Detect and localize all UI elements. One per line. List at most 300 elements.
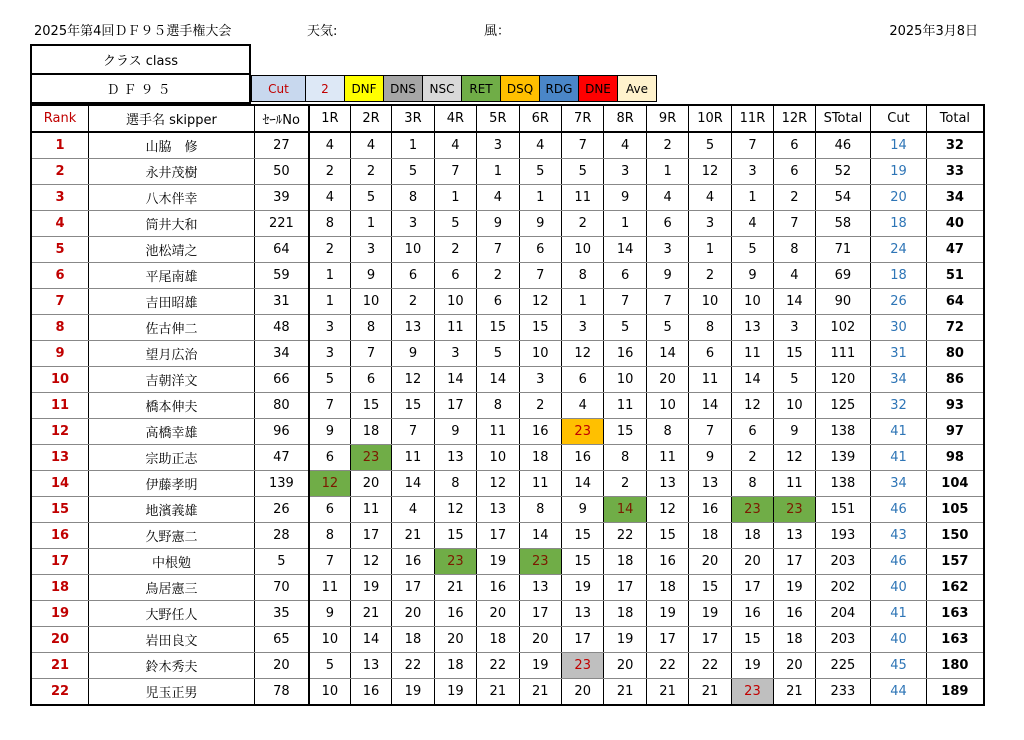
race-11-score: 19 bbox=[731, 653, 773, 679]
race-7-score: 1 bbox=[561, 289, 603, 315]
race-6-score: 17 bbox=[519, 601, 561, 627]
skipper-name: 吉朝洋文 bbox=[89, 367, 255, 393]
race-12-score: 6 bbox=[774, 159, 815, 185]
cut-cell: 31 bbox=[871, 341, 927, 367]
stotal-cell: 54 bbox=[815, 185, 871, 211]
cut-cell: 46 bbox=[871, 497, 927, 523]
col-10r-header: 10R bbox=[689, 105, 731, 132]
race-8-score: 17 bbox=[604, 575, 646, 601]
race-6-score: 18 bbox=[519, 445, 561, 471]
legend-cut: Cut bbox=[252, 76, 306, 102]
rank-cell: 13 bbox=[31, 445, 89, 471]
race-4-score: 16 bbox=[434, 601, 476, 627]
table-row bbox=[31, 237, 984, 263]
race-12-score: 7 bbox=[774, 211, 815, 237]
stotal-cell: 138 bbox=[815, 419, 871, 445]
race-5-score: 18 bbox=[477, 627, 519, 653]
race-6-score: 14 bbox=[519, 523, 561, 549]
legend-2: 2 bbox=[306, 76, 345, 102]
race-10-score: 1 bbox=[689, 237, 731, 263]
race-9-score: 13 bbox=[646, 471, 688, 497]
race-10-score: 12 bbox=[689, 159, 731, 185]
race-8-score: 1 bbox=[604, 211, 646, 237]
race-5-score: 14 bbox=[477, 367, 519, 393]
race-8-score: 18 bbox=[604, 601, 646, 627]
sail-number: 28 bbox=[254, 523, 309, 549]
race-5-score: 20 bbox=[477, 601, 519, 627]
race-9-score: 10 bbox=[646, 393, 688, 419]
race-2-score: 15 bbox=[350, 393, 391, 419]
race-12-score: 5 bbox=[774, 367, 815, 393]
race-6-score: 10 bbox=[519, 341, 561, 367]
race-3-score: 1 bbox=[392, 132, 434, 159]
race-5-score: 13 bbox=[477, 497, 519, 523]
race-3-score: 8 bbox=[392, 185, 434, 211]
race-11-score: 20 bbox=[731, 549, 773, 575]
race-5-score: 5 bbox=[477, 341, 519, 367]
race-6-score: 19 bbox=[519, 653, 561, 679]
rank-cell: 3 bbox=[31, 185, 89, 211]
race-1-score: 6 bbox=[309, 445, 350, 471]
race-4-score: 17 bbox=[434, 393, 476, 419]
cut-cell: 26 bbox=[871, 289, 927, 315]
legend-rdg: RDG bbox=[540, 76, 579, 102]
class-value: ＤＦ９５ bbox=[30, 73, 251, 104]
event-date: 2025年3月8日 bbox=[889, 24, 978, 39]
cut-cell: 41 bbox=[871, 419, 927, 445]
race-8-score: 6 bbox=[604, 263, 646, 289]
race-1-score: 3 bbox=[309, 315, 350, 341]
race-9-score: 2 bbox=[646, 132, 688, 159]
race-9-score: 8 bbox=[646, 419, 688, 445]
sail-number: 50 bbox=[254, 159, 309, 185]
weather-label: 天気: bbox=[307, 24, 338, 39]
race-9-score: 12 bbox=[646, 497, 688, 523]
col-sail-no-header: ｾｰﾙNo bbox=[254, 105, 309, 132]
race-2-score: 17 bbox=[350, 523, 391, 549]
table-row bbox=[31, 341, 984, 367]
total-cell: 72 bbox=[926, 315, 984, 341]
total-cell: 157 bbox=[926, 549, 984, 575]
race-7-score: 16 bbox=[561, 445, 603, 471]
race-10-score: 19 bbox=[689, 601, 731, 627]
cut-cell: 41 bbox=[871, 601, 927, 627]
race-8-score: 4 bbox=[604, 132, 646, 159]
race-8-score: 15 bbox=[604, 419, 646, 445]
sail-number: 64 bbox=[254, 237, 309, 263]
table-row bbox=[31, 315, 984, 341]
table-row bbox=[31, 263, 984, 289]
cut-cell: 18 bbox=[871, 263, 927, 289]
race-12-score: 2 bbox=[774, 185, 815, 211]
race-11-score: 5 bbox=[731, 237, 773, 263]
col-1r-header: 1R bbox=[309, 105, 350, 132]
race-1-score: 8 bbox=[309, 523, 350, 549]
stotal-cell: 111 bbox=[815, 341, 871, 367]
total-cell: 80 bbox=[926, 341, 984, 367]
race-8-score: 11 bbox=[604, 393, 646, 419]
cut-cell: 45 bbox=[871, 653, 927, 679]
rank-cell: 14 bbox=[31, 471, 89, 497]
class-label: クラス class bbox=[30, 44, 251, 75]
race-3-score: 10 bbox=[392, 237, 434, 263]
results-table bbox=[30, 104, 985, 706]
sail-number: 59 bbox=[254, 263, 309, 289]
race-4-score: 5 bbox=[434, 211, 476, 237]
sail-number: 47 bbox=[254, 445, 309, 471]
skipper-name: 平尾南雄 bbox=[89, 263, 255, 289]
race-5-score: 16 bbox=[477, 575, 519, 601]
race-2-score: 12 bbox=[350, 549, 391, 575]
skipper-name: 地濱義雄 bbox=[89, 497, 255, 523]
race-10-score: 7 bbox=[689, 419, 731, 445]
race-9-score: 19 bbox=[646, 601, 688, 627]
race-11-score: 23 bbox=[731, 497, 773, 523]
rank-cell: 18 bbox=[31, 575, 89, 601]
table-row bbox=[31, 289, 984, 315]
race-1-score: 6 bbox=[309, 497, 350, 523]
race-1-score: 2 bbox=[309, 237, 350, 263]
total-cell: 105 bbox=[926, 497, 984, 523]
race-6-score: 2 bbox=[519, 393, 561, 419]
race-11-score: 18 bbox=[731, 523, 773, 549]
race-3-score: 11 bbox=[392, 445, 434, 471]
cut-cell: 40 bbox=[871, 575, 927, 601]
race-4-score: 1 bbox=[434, 185, 476, 211]
race-5-score: 21 bbox=[477, 679, 519, 706]
skipper-name: 佐古伸二 bbox=[89, 315, 255, 341]
race-1-score: 1 bbox=[309, 289, 350, 315]
cut-cell: 30 bbox=[871, 315, 927, 341]
total-cell: 64 bbox=[926, 289, 984, 315]
col-8r-header: 8R bbox=[604, 105, 646, 132]
total-cell: 32 bbox=[926, 132, 984, 159]
legend-nsc: NSC bbox=[423, 76, 462, 102]
rank-cell: 16 bbox=[31, 523, 89, 549]
race-11-score: 8 bbox=[731, 471, 773, 497]
race-4-score: 3 bbox=[434, 341, 476, 367]
race-11-score: 3 bbox=[731, 159, 773, 185]
race-6-score: 16 bbox=[519, 419, 561, 445]
rank-cell: 7 bbox=[31, 289, 89, 315]
race-4-score: 14 bbox=[434, 367, 476, 393]
sail-number: 39 bbox=[254, 185, 309, 211]
race-9-score: 14 bbox=[646, 341, 688, 367]
race-10-score: 5 bbox=[689, 132, 731, 159]
table-row bbox=[31, 132, 984, 159]
sail-number: 48 bbox=[254, 315, 309, 341]
race-8-score: 22 bbox=[604, 523, 646, 549]
cut-cell: 20 bbox=[871, 185, 927, 211]
race-10-score: 13 bbox=[689, 471, 731, 497]
table-row bbox=[31, 627, 984, 653]
race-2-score: 9 bbox=[350, 263, 391, 289]
stotal-cell: 139 bbox=[815, 445, 871, 471]
race-3-score: 5 bbox=[392, 159, 434, 185]
race-5-score: 2 bbox=[477, 263, 519, 289]
stotal-cell: 203 bbox=[815, 627, 871, 653]
table-row bbox=[31, 601, 984, 627]
race-6-score: 5 bbox=[519, 159, 561, 185]
race-12-score: 12 bbox=[774, 445, 815, 471]
race-9-score: 18 bbox=[646, 575, 688, 601]
skipper-name: 永井茂樹 bbox=[89, 159, 255, 185]
race-5-score: 10 bbox=[477, 445, 519, 471]
sail-number: 27 bbox=[254, 132, 309, 159]
rank-cell: 17 bbox=[31, 549, 89, 575]
race-5-score: 11 bbox=[477, 419, 519, 445]
race-4-score: 2 bbox=[434, 237, 476, 263]
race-8-score: 14 bbox=[604, 497, 646, 523]
stotal-cell: 46 bbox=[815, 132, 871, 159]
race-6-score: 4 bbox=[519, 132, 561, 159]
total-cell: 180 bbox=[926, 653, 984, 679]
sail-number: 35 bbox=[254, 601, 309, 627]
col-9r-header: 9R bbox=[646, 105, 688, 132]
race-3-score: 12 bbox=[392, 367, 434, 393]
skipper-name: 岩田良文 bbox=[89, 627, 255, 653]
cut-cell: 43 bbox=[871, 523, 927, 549]
race-1-score: 9 bbox=[309, 419, 350, 445]
skipper-name: 吉田昭雄 bbox=[89, 289, 255, 315]
race-7-score: 2 bbox=[561, 211, 603, 237]
sail-number: 20 bbox=[254, 653, 309, 679]
race-7-score: 19 bbox=[561, 575, 603, 601]
race-6-score: 6 bbox=[519, 237, 561, 263]
legend-dnf: DNF bbox=[345, 76, 384, 102]
race-7-score: 11 bbox=[561, 185, 603, 211]
cut-cell: 18 bbox=[871, 211, 927, 237]
race-2-score: 2 bbox=[350, 159, 391, 185]
legend-dns: DNS bbox=[384, 76, 423, 102]
stotal-cell: 203 bbox=[815, 549, 871, 575]
race-2-score: 18 bbox=[350, 419, 391, 445]
race-2-score: 13 bbox=[350, 653, 391, 679]
race-8-score: 16 bbox=[604, 341, 646, 367]
total-cell: 33 bbox=[926, 159, 984, 185]
stotal-cell: 90 bbox=[815, 289, 871, 315]
race-8-score: 21 bbox=[604, 679, 646, 706]
race-3-score: 9 bbox=[392, 341, 434, 367]
race-6-score: 20 bbox=[519, 627, 561, 653]
race-7-score: 13 bbox=[561, 601, 603, 627]
race-7-score: 15 bbox=[561, 523, 603, 549]
race-10-score: 16 bbox=[689, 497, 731, 523]
rank-cell: 4 bbox=[31, 211, 89, 237]
race-4-score: 20 bbox=[434, 627, 476, 653]
skipper-name: 橋本伸夫 bbox=[89, 393, 255, 419]
race-3-score: 14 bbox=[392, 471, 434, 497]
race-3-score: 3 bbox=[392, 211, 434, 237]
race-7-score: 12 bbox=[561, 341, 603, 367]
table-row bbox=[31, 393, 984, 419]
total-cell: 189 bbox=[926, 679, 984, 706]
race-9-score: 21 bbox=[646, 679, 688, 706]
race-10-score: 21 bbox=[689, 679, 731, 706]
race-9-score: 5 bbox=[646, 315, 688, 341]
cut-cell: 34 bbox=[871, 471, 927, 497]
race-2-score: 10 bbox=[350, 289, 391, 315]
cut-cell: 32 bbox=[871, 393, 927, 419]
race-11-score: 16 bbox=[731, 601, 773, 627]
race-9-score: 11 bbox=[646, 445, 688, 471]
status-legend bbox=[251, 75, 657, 102]
stotal-cell: 71 bbox=[815, 237, 871, 263]
stotal-cell: 233 bbox=[815, 679, 871, 706]
race-3-score: 2 bbox=[392, 289, 434, 315]
skipper-name: 宗助正志 bbox=[89, 445, 255, 471]
race-2-score: 14 bbox=[350, 627, 391, 653]
race-1-score: 4 bbox=[309, 132, 350, 159]
race-3-score: 19 bbox=[392, 679, 434, 706]
race-5-score: 19 bbox=[477, 549, 519, 575]
cut-cell: 44 bbox=[871, 679, 927, 706]
sail-number: 96 bbox=[254, 419, 309, 445]
race-7-score: 10 bbox=[561, 237, 603, 263]
race-9-score: 4 bbox=[646, 185, 688, 211]
race-10-score: 3 bbox=[689, 211, 731, 237]
cut-cell: 14 bbox=[871, 132, 927, 159]
col-7r-header: 7R bbox=[561, 105, 603, 132]
skipper-name: 中根勉 bbox=[89, 549, 255, 575]
race-6-score: 23 bbox=[519, 549, 561, 575]
race-2-score: 23 bbox=[350, 445, 391, 471]
race-11-score: 14 bbox=[731, 367, 773, 393]
rank-cell: 10 bbox=[31, 367, 89, 393]
total-cell: 104 bbox=[926, 471, 984, 497]
race-2-score: 21 bbox=[350, 601, 391, 627]
race-6-score: 13 bbox=[519, 575, 561, 601]
race-10-score: 14 bbox=[689, 393, 731, 419]
table-row bbox=[31, 653, 984, 679]
race-12-score: 15 bbox=[774, 341, 815, 367]
table-row bbox=[31, 445, 984, 471]
race-8-score: 8 bbox=[604, 445, 646, 471]
race-8-score: 20 bbox=[604, 653, 646, 679]
col-5r-header: 5R bbox=[477, 105, 519, 132]
total-cell: 97 bbox=[926, 419, 984, 445]
skipper-name: 鳥居憲三 bbox=[89, 575, 255, 601]
race-6-score: 12 bbox=[519, 289, 561, 315]
col-4r-header: 4R bbox=[434, 105, 476, 132]
total-cell: 163 bbox=[926, 627, 984, 653]
race-9-score: 3 bbox=[646, 237, 688, 263]
stotal-cell: 102 bbox=[815, 315, 871, 341]
sail-number: 31 bbox=[254, 289, 309, 315]
table-row bbox=[31, 575, 984, 601]
col-11r-header: 11R bbox=[731, 105, 773, 132]
race-4-score: 15 bbox=[434, 523, 476, 549]
race-9-score: 1 bbox=[646, 159, 688, 185]
race-6-score: 3 bbox=[519, 367, 561, 393]
table-row bbox=[31, 367, 984, 393]
total-cell: 51 bbox=[926, 263, 984, 289]
rank-cell: 5 bbox=[31, 237, 89, 263]
skipper-name: 大野任人 bbox=[89, 601, 255, 627]
race-12-score: 20 bbox=[774, 653, 815, 679]
total-cell: 98 bbox=[926, 445, 984, 471]
stotal-cell: 52 bbox=[815, 159, 871, 185]
skipper-name: 筒井大和 bbox=[89, 211, 255, 237]
race-9-score: 7 bbox=[646, 289, 688, 315]
race-10-score: 2 bbox=[689, 263, 731, 289]
table-row bbox=[31, 549, 984, 575]
sail-number: 26 bbox=[254, 497, 309, 523]
race-9-score: 22 bbox=[646, 653, 688, 679]
race-4-score: 4 bbox=[434, 132, 476, 159]
page-title: 2025年第4回ＤＦ９５選手権大会 bbox=[34, 24, 232, 39]
race-7-score: 23 bbox=[561, 419, 603, 445]
race-2-score: 6 bbox=[350, 367, 391, 393]
race-12-score: 14 bbox=[774, 289, 815, 315]
race-12-score: 10 bbox=[774, 393, 815, 419]
race-5-score: 4 bbox=[477, 185, 519, 211]
race-5-score: 7 bbox=[477, 237, 519, 263]
sail-number: 66 bbox=[254, 367, 309, 393]
rank-cell: 21 bbox=[31, 653, 89, 679]
race-2-score: 4 bbox=[350, 132, 391, 159]
race-12-score: 19 bbox=[774, 575, 815, 601]
race-6-score: 21 bbox=[519, 679, 561, 706]
race-12-score: 9 bbox=[774, 419, 815, 445]
sail-number: 139 bbox=[254, 471, 309, 497]
race-2-score: 8 bbox=[350, 315, 391, 341]
race-8-score: 3 bbox=[604, 159, 646, 185]
race-2-score: 1 bbox=[350, 211, 391, 237]
skipper-name: 高橋幸雄 bbox=[89, 419, 255, 445]
race-10-score: 15 bbox=[689, 575, 731, 601]
cut-cell: 46 bbox=[871, 549, 927, 575]
sail-number: 78 bbox=[254, 679, 309, 706]
total-cell: 93 bbox=[926, 393, 984, 419]
race-8-score: 10 bbox=[604, 367, 646, 393]
table-row bbox=[31, 679, 984, 706]
sail-number: 221 bbox=[254, 211, 309, 237]
race-11-score: 9 bbox=[731, 263, 773, 289]
race-12-score: 4 bbox=[774, 263, 815, 289]
table-row bbox=[31, 523, 984, 549]
stotal-cell: 193 bbox=[815, 523, 871, 549]
race-11-score: 6 bbox=[731, 419, 773, 445]
race-2-score: 20 bbox=[350, 471, 391, 497]
race-11-score: 11 bbox=[731, 341, 773, 367]
race-3-score: 7 bbox=[392, 419, 434, 445]
table-row bbox=[31, 471, 984, 497]
race-12-score: 13 bbox=[774, 523, 815, 549]
sail-number: 65 bbox=[254, 627, 309, 653]
race-5-score: 6 bbox=[477, 289, 519, 315]
race-2-score: 3 bbox=[350, 237, 391, 263]
skipper-name: 山脇 修 bbox=[89, 132, 255, 159]
race-1-score: 1 bbox=[309, 263, 350, 289]
wind-label: 風： bbox=[484, 24, 511, 39]
race-11-score: 12 bbox=[731, 393, 773, 419]
race-8-score: 18 bbox=[604, 549, 646, 575]
race-12-score: 23 bbox=[774, 497, 815, 523]
race-6-score: 1 bbox=[519, 185, 561, 211]
race-1-score: 10 bbox=[309, 679, 350, 706]
race-8-score: 14 bbox=[604, 237, 646, 263]
race-12-score: 16 bbox=[774, 601, 815, 627]
race-11-score: 2 bbox=[731, 445, 773, 471]
race-5-score: 1 bbox=[477, 159, 519, 185]
race-12-score: 21 bbox=[774, 679, 815, 706]
race-7-score: 9 bbox=[561, 497, 603, 523]
race-6-score: 15 bbox=[519, 315, 561, 341]
rank-cell: 6 bbox=[31, 263, 89, 289]
stotal-cell: 58 bbox=[815, 211, 871, 237]
stotal-cell: 138 bbox=[815, 471, 871, 497]
